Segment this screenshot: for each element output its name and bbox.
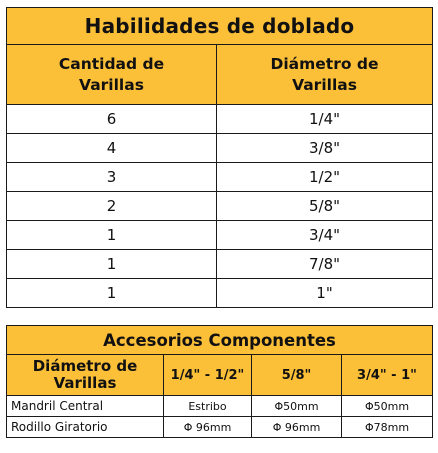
size-range-header: 5/8"	[252, 355, 342, 396]
size-range-header: 3/4" - 1"	[342, 355, 433, 396]
bar-diameter-cell: 3/4"	[217, 221, 433, 250]
bending-table-title: Habilidades de doblado	[7, 8, 433, 45]
bar-diameter-cell: 5/8"	[217, 192, 433, 221]
size-range-header: 1/4" - 1/2"	[164, 355, 252, 396]
table-row	[7, 221, 433, 250]
component-value: Φ50mm	[252, 396, 342, 417]
component-value: Estribo	[164, 396, 252, 417]
bar-quantity-cell: 1	[7, 279, 217, 308]
bar-quantity-cell: 1	[7, 250, 217, 279]
component-value: Φ 96mm	[164, 417, 252, 438]
bar-diameter-cell: 1/4"	[217, 105, 433, 134]
table-row	[7, 134, 433, 163]
bar-diameter-header: Diámetro de Varillas	[7, 355, 164, 396]
bar-quantity-cell: 4	[7, 134, 217, 163]
bar-diameter-cell: 7/8"	[217, 250, 433, 279]
bar-quantity-cell: 6	[7, 105, 217, 134]
component-label: Mandril Central	[7, 396, 164, 417]
bar-quantity-cell: 1	[7, 221, 217, 250]
bar-diameter-cell: 1"	[217, 279, 433, 308]
bar-quantity-cell: 3	[7, 163, 217, 192]
table-row	[7, 105, 433, 134]
bar-diameter-cell: 1/2"	[217, 163, 433, 192]
component-value: Φ50mm	[342, 396, 433, 417]
bending-capacity-table	[6, 7, 433, 308]
bar-quantity-header: Cantidad de Varillas	[7, 45, 217, 105]
bar-diameter-header: Diámetro de Varillas	[217, 45, 433, 105]
component-value: Φ78mm	[342, 417, 433, 438]
bar-quantity-cell: 2	[7, 192, 217, 221]
component-value: Φ 96mm	[252, 417, 342, 438]
accessories-table	[6, 325, 433, 438]
table-row	[7, 192, 433, 221]
accessories-table-title: Accesorios Componentes	[7, 326, 433, 355]
table-row	[7, 417, 433, 438]
table-row	[7, 163, 433, 192]
bar-diameter-cell: 3/8"	[217, 134, 433, 163]
table-row	[7, 279, 433, 308]
component-label: Rodillo Giratorio	[7, 417, 164, 438]
table-row	[7, 396, 433, 417]
table-row	[7, 250, 433, 279]
